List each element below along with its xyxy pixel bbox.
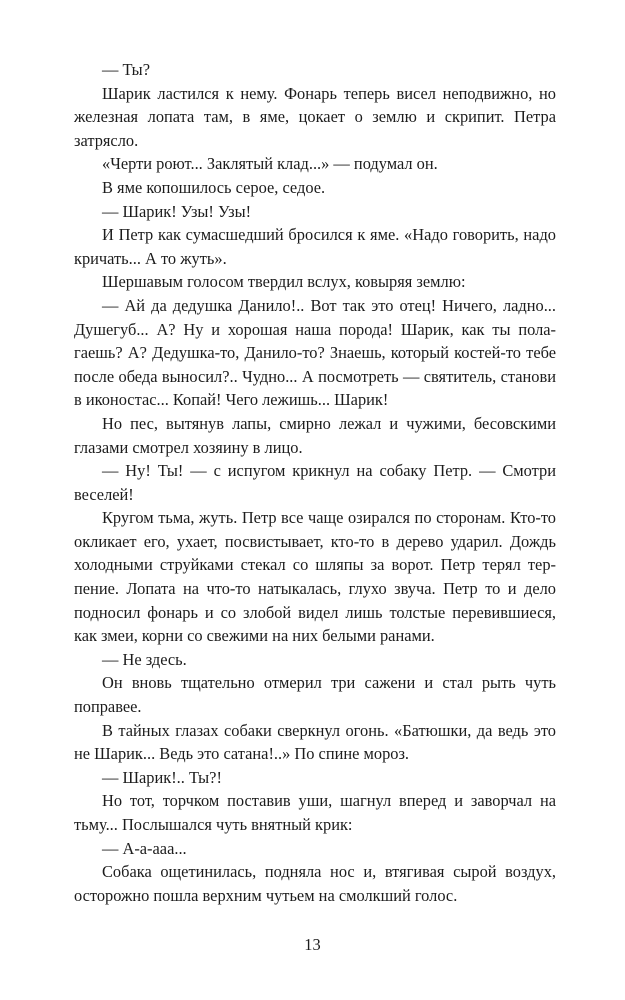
paragraph: — Ты?: [102, 60, 150, 79]
paragraph: В яме копошилось серое, седое.: [102, 177, 326, 197]
paragraph: Но пес, вытянув лапы, смирно лежал и чужими, бесовскими глазами смотрел хозяину в лицо.: [74, 413, 556, 457]
paragraph: Собака ощетинилась, подняла нос и, втягивая сырой воздух, осторожно пошла верхним чутьем на смолкший голос.: [74, 862, 556, 905]
paragraph: Он вновь тщательно отмерил три сажени и стал рыть чуть поправее.: [74, 673, 556, 717]
paragraph: — Шарик!.. Ты?!: [102, 767, 222, 787]
paragraph: Шершавым голосом твердил вслух, ковыряя землю:: [102, 272, 466, 292]
paragraph: — Не здесь.: [102, 649, 187, 669]
page-number: 13: [304, 935, 321, 954]
paragraph: — Ай да дедушка Данило!.. Вот так это отец! Ничего, ладно... Душегуб... А? Ну и хорошая наша порода! Шарик, как ты полагаешь? А? Дедушка-то, Данило-то? Знаешь, который костей-то тебе после обеда выносил?.. Чудно... А посмотреть — святитель, станови в иконостас... Копай! Чего лежишь... Шарик!: [74, 295, 556, 410]
paragraph: Шарик ластился к нему. Фонарь теперь висел неподвижно, но железная лопата там, в яме, цокает о землю и скрипит. Петра затрясло.: [74, 83, 556, 150]
paragraph: Но тот, торчком поставив уши, шагнул вперед и заворчал на тьму... Послышался чуть внятный крик:: [74, 791, 556, 834]
paragraph: — Ну! Ты! — с испугом крикнул на собаку Петр. — Смотри веселей!: [74, 461, 556, 504]
paragraph: В тайных глазах собаки сверкнул огонь. «Батюшки, да ведь это не Шарик... Ведь это сатана!..» По спине мороз.: [74, 720, 556, 764]
page-text: [74, 58, 556, 907]
paragraph: «Черти роют... Заклятый клад...» — подумал он.: [102, 154, 438, 174]
paragraph: — А-а-ааа...: [102, 838, 187, 858]
paragraph: И Петр как сумасшедший бросился к яме. «Надо говорить, надо кричать... А то жуть».: [74, 225, 556, 268]
paragraph: — Шарик! Узы! Узы!: [102, 201, 252, 221]
paragraph: Кругом тьма, жуть. Петр все чаще озирался по сторонам. Кто-то окликает его, ухает, посвистывает, кто-то в дерево ударил. Дождь холодными струйками стекал со шляпы за ворот. Петр терял терпение. Лопата на что-то натыкалась, глухо звуча. Петр то и дело подносил фонарь и со злобой видел лишь толстые перевившиеся, как змеи, корни со свежими на них белыми ранами.: [74, 508, 556, 646]
